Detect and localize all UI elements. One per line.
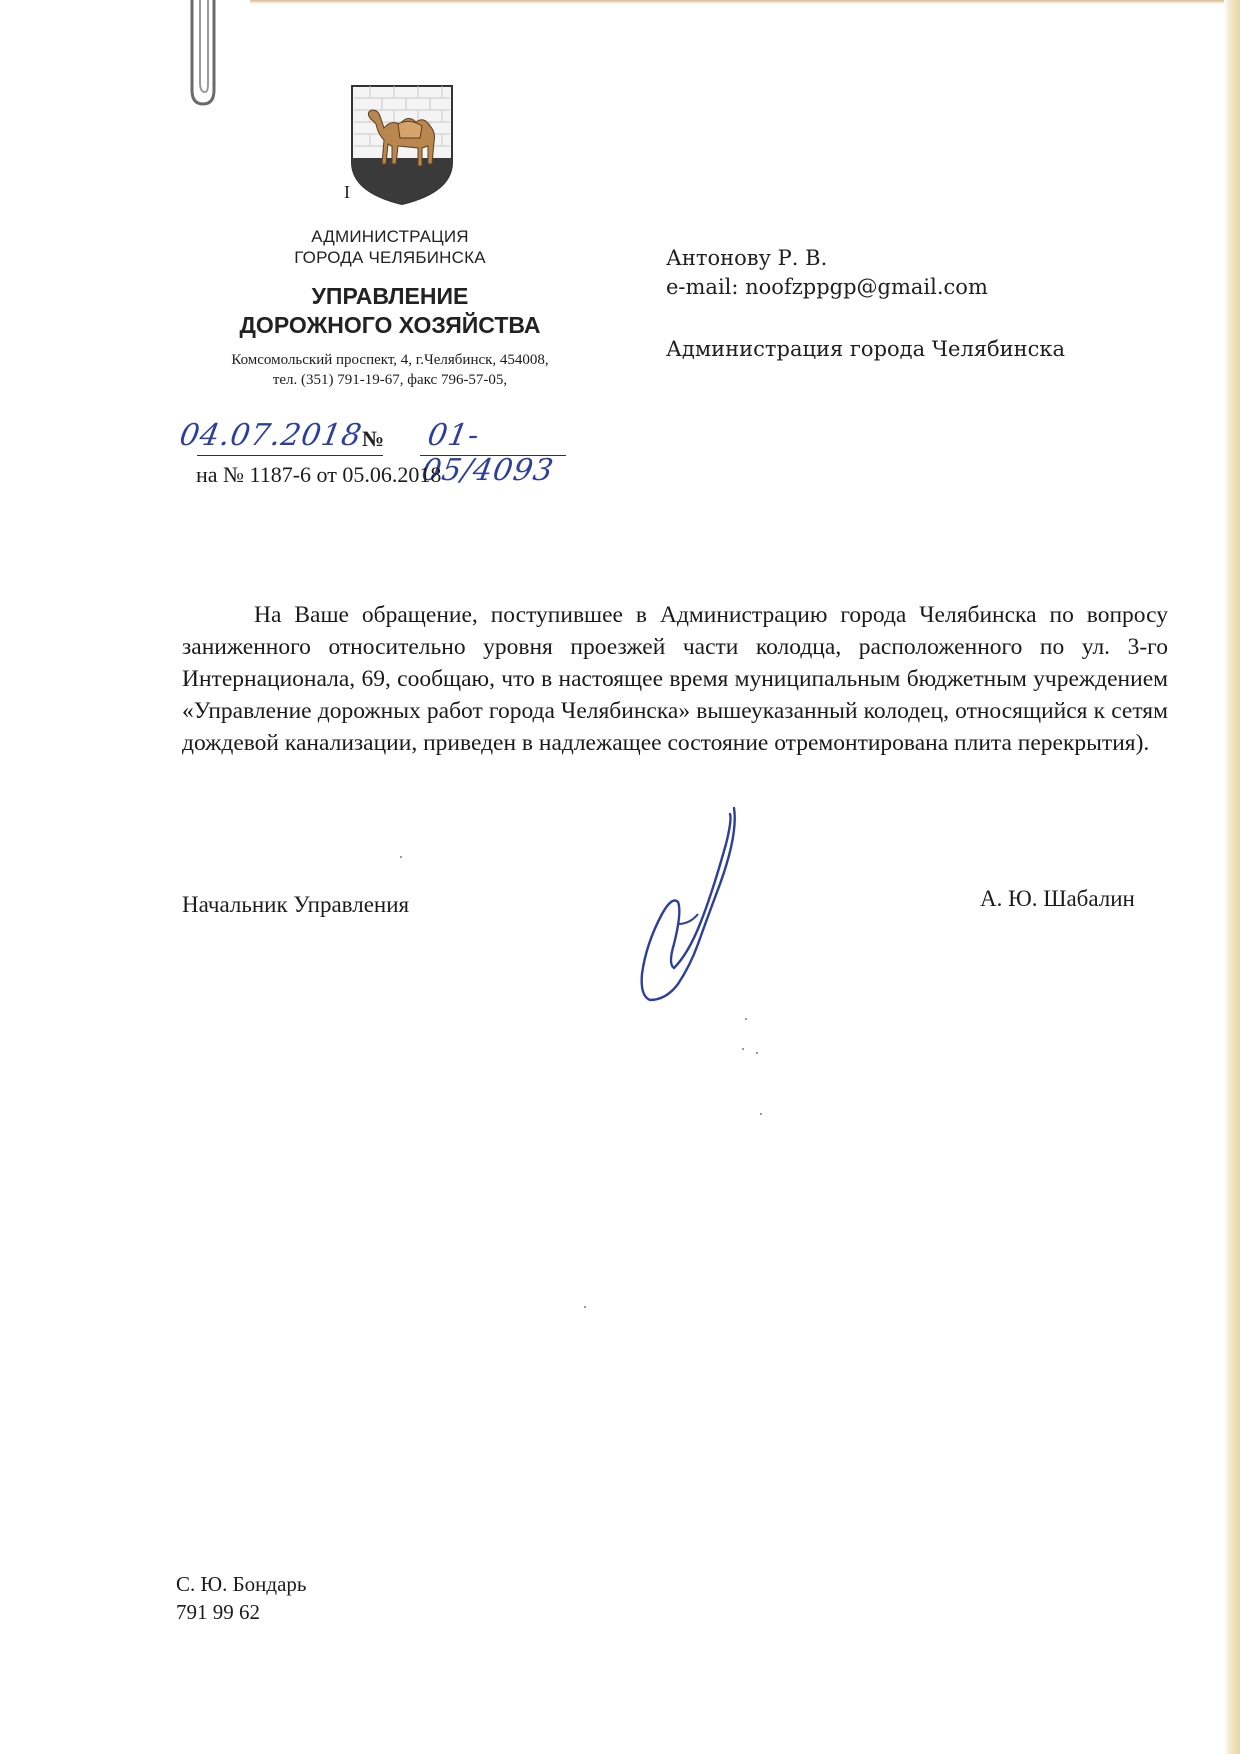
- executor-name: С. Ю. Бондарь: [176, 1572, 307, 1596]
- address-line2: тел. (351) 791-19-67, факс 796-57-05,: [272, 372, 508, 388]
- scan-speck: [742, 1048, 744, 1050]
- scan-speck: [760, 1113, 762, 1115]
- address-line1: Комсомольский проспект, 4, г.Челябинск, 454008,: [231, 352, 549, 368]
- executor-phone: 791 99 62: [176, 1600, 260, 1624]
- org-name-line2: ГОРОДА ЧЕЛЯБИНСКА: [294, 248, 486, 267]
- paper-top-edge: [250, 0, 1240, 4]
- number-underline: [420, 455, 566, 456]
- reference-line: на № 1187-6 от 05.06.2018: [196, 462, 442, 487]
- scan-speck: [400, 856, 402, 858]
- signatory-title: Начальник Управления: [182, 892, 410, 917]
- handwritten-number: 01-05/4093: [418, 418, 557, 488]
- paperclip-icon: [178, 0, 224, 112]
- copy-recipient: Администрация города Челябинска: [666, 337, 1066, 361]
- paper-right-edge: [1224, 0, 1240, 1754]
- date-underline: [197, 455, 383, 456]
- dept-name-line1: УПРАВЛЕНИЕ: [311, 283, 469, 309]
- scan-speck: [745, 1018, 747, 1020]
- signatory-name: А. Ю. Шабалин: [980, 886, 1135, 911]
- crest-mark: I: [344, 182, 350, 202]
- number-sign: №: [362, 426, 386, 451]
- addressee-email: e-mail: noofzppgp@gmail.com: [666, 275, 988, 299]
- org-name-line1: АДМИНИСТРАЦИЯ: [311, 227, 469, 246]
- letter-body: На Ваше обращение, поступившее в Администрацию города Челябинска по вопросу заниженного относительно уровня проезжей части колодца, расположенного по ул. 3-го Интернационала, 69, сообщаю, что в настоящее время муниципальным бюджетным учреждением «Управление дорожных работ города Челябинска» вышеуказанный колодец, относящийся к сетям дождевой канализации, приведен в надлежащее состояние отремонтирована плита перекрытия).: [182, 602, 1168, 756]
- dept-name-line2: ДОРОЖНОГО ХОЗЯЙСТВА: [239, 312, 541, 338]
- scan-speck: [756, 1052, 758, 1054]
- handwritten-date: 04.07.2018: [176, 418, 365, 453]
- addressee-name: Антонову Р. В.: [666, 246, 828, 270]
- handwritten-signature: [638, 804, 748, 1004]
- chelyabinsk-coat-of-arms: [350, 84, 454, 206]
- scan-speck: [584, 1306, 586, 1308]
